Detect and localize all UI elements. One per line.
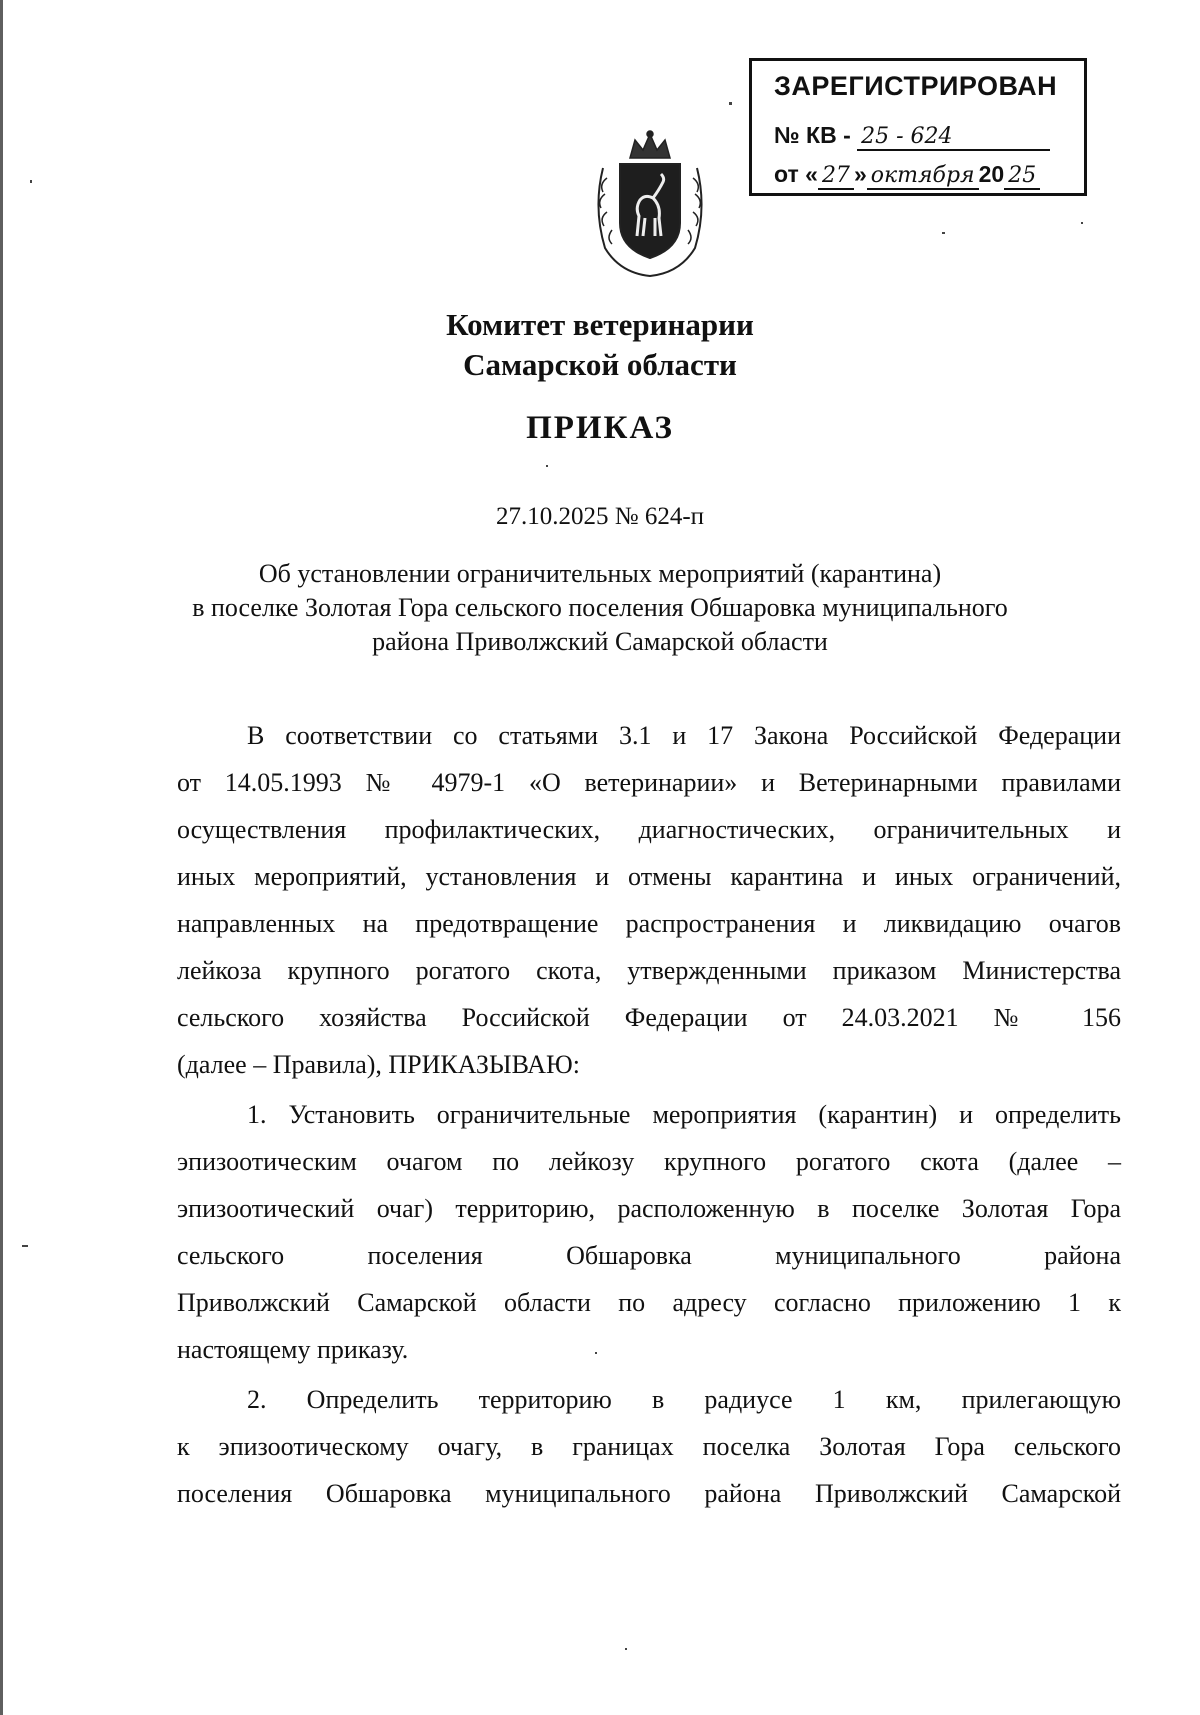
stamp-date-sep: » — [853, 161, 867, 187]
stamp-number-prefix: № КВ - — [774, 122, 851, 148]
document-type: ПРИКАЗ — [526, 410, 674, 446]
subject-line: в поселке Золотая Гора сельского поселения Обшаровка муниципального — [192, 593, 1008, 622]
stamp-date-year-prefix: 20 — [978, 161, 1005, 187]
body-line: от 14.05.1993 № 4979-1 «О ветеринарии» и Ветеринарными правилами — [177, 768, 1121, 797]
organization-name-line2: Самарской области — [463, 347, 737, 382]
registration-stamp — [749, 58, 1087, 196]
document-date-number: 27.10.2025 № 624-п — [495, 503, 705, 530]
body-line: осуществления профилактических, диагностических, ограничительных и — [177, 815, 1121, 844]
organization-name-line1: Комитет ветеринарии — [446, 307, 754, 342]
scan-speck — [942, 232, 945, 234]
body-line: к эпизоотическому очагу, в границах поселка Золотая Гора сельского — [177, 1432, 1121, 1461]
body-line: 1. Установить ограничительные мероприятия (карантин) и определить — [247, 1100, 1121, 1129]
scan-speck — [1081, 222, 1083, 224]
stamp-date-prefix: от « — [774, 161, 818, 187]
stamp-date-year: 25 — [1004, 164, 1040, 190]
body-line: лейкоза крупного рогатого скота, утвержденными приказом Министерства — [177, 956, 1121, 985]
body-line: настоящему приказу. — [177, 1335, 409, 1364]
body-line: Приволжский Самарской области по адресу согласно приложению 1 к — [177, 1288, 1121, 1317]
body-line: иных мероприятий, установления и отмены карантина и иных ограничений, — [177, 862, 1121, 891]
scan-speck — [546, 465, 548, 467]
stamp-title: ЗАРЕГИСТРИРОВАН — [774, 71, 1058, 101]
body-line: направленных на предотвращение распространения и ликвидацию очагов — [177, 909, 1121, 938]
stamp-date-month: октября — [867, 164, 979, 190]
stamp-number-row — [774, 122, 1050, 151]
scan-speck — [625, 1648, 627, 1650]
body-line: (далее – Правила), ПРИКАЗЫВАЮ: — [177, 1050, 580, 1079]
subject-line: района Приволжский Самарской области — [372, 627, 828, 656]
stamp-date-day: 27 — [818, 164, 854, 190]
scan-speck — [30, 180, 32, 183]
stamp-date-row — [774, 161, 1040, 190]
body-line: поселения Обшаровка муниципального района Приволжский Самарской — [177, 1479, 1121, 1508]
body-line: эпизоотическим очагом по лейкозу крупного рогатого скота (далее – — [177, 1147, 1121, 1176]
scan-speck — [729, 102, 732, 105]
scan-speck — [22, 1245, 28, 1247]
subject-line: Об установлении ограничительных мероприятий (карантина) — [258, 559, 942, 588]
scan-edge — [0, 0, 3, 1715]
body-line: сельского хозяйства Российской Федерации от 24.03.2021 № 156 — [177, 1003, 1121, 1032]
body-line: В соответствии со статьями 3.1 и 17 Закона Российской Федерации — [247, 721, 1121, 750]
body-line: эпизоотический очаг) территорию, расположенную в поселке Золотая Гора — [177, 1194, 1121, 1223]
stamp-number-handwritten: 25 - 624 — [857, 125, 1050, 151]
body-line: сельского поселения Обшаровка муниципального района — [177, 1241, 1121, 1270]
samara-region-coat-of-arms-icon — [585, 128, 715, 278]
body-line: 2. Определить территорию в радиусе 1 км, прилегающую — [247, 1385, 1121, 1414]
scan-speck — [595, 1352, 597, 1354]
